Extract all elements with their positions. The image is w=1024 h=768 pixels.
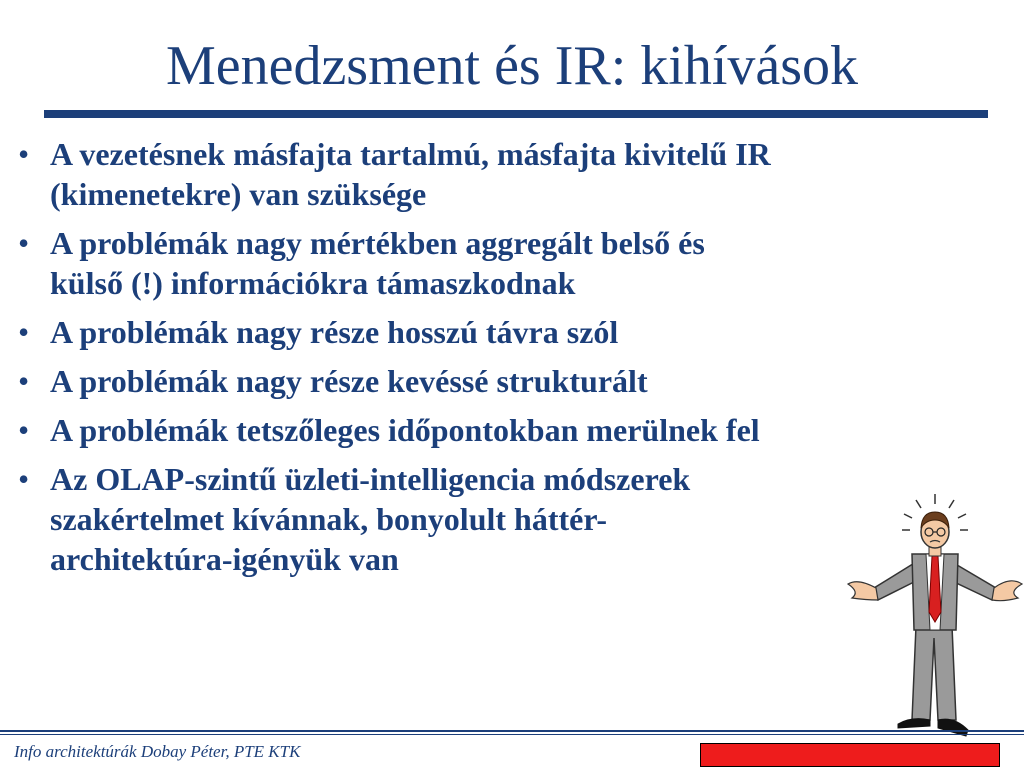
bullet-item <box>18 223 968 303</box>
bullet-line: külső (!) információkra támaszkodnak <box>50 265 576 301</box>
bullet-line: A problémák tetszőleges időpontokban merülnek fel <box>50 412 760 448</box>
bullet-item <box>18 361 968 401</box>
bullet-icon: • <box>18 461 30 497</box>
bullet-line: A vezetésnek másfajta tartalmú, másfajta kivitelű IR <box>50 136 771 172</box>
footer-rule <box>0 730 1024 732</box>
footer-text: Info architektúrák Dobay Péter, PTE KTK <box>14 742 301 761</box>
title-underline <box>44 110 988 118</box>
bullet-item <box>18 459 968 579</box>
footer-rule <box>0 734 1024 735</box>
bullet-list <box>18 134 968 588</box>
bullet-line: (kimenetekre) van szüksége <box>50 176 427 212</box>
bullet-line: Az OLAP-szintű üzleti-intelligencia módszerek <box>50 461 691 497</box>
bullet-line: A problémák nagy része kevéssé strukturált <box>50 363 648 399</box>
bullet-icon: • <box>18 225 30 261</box>
bullet-icon: • <box>18 314 30 350</box>
slide-title: Menedzsment és IR: kihívások <box>165 35 859 97</box>
bullet-line: A problémák nagy mértékben aggregált belső és <box>50 225 705 261</box>
shrugging-businessman-icon <box>838 488 1024 742</box>
bullet-item <box>18 312 968 352</box>
red-box <box>700 743 1000 767</box>
bullet-item <box>18 410 968 450</box>
bullet-line: szakértelmet kívánnak, bonyolult háttér- <box>50 501 608 537</box>
bullet-line: A problémák nagy része hosszú távra szól <box>50 314 619 350</box>
bullet-line: architektúra-igényük van <box>50 541 399 577</box>
bullet-icon: • <box>18 136 30 172</box>
bullet-icon: • <box>18 412 30 448</box>
bullet-icon: • <box>18 363 30 399</box>
bullet-item <box>18 134 968 214</box>
